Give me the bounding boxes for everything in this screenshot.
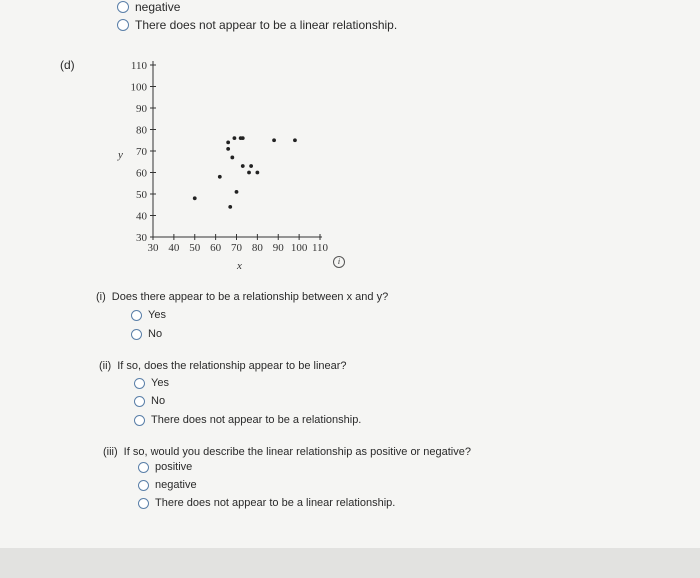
x-tick-label: 40 [168, 242, 180, 254]
x-tick-label: 100 [290, 242, 308, 254]
y-tick-label: 90 [136, 103, 147, 115]
y-tick-label: 50 [136, 189, 147, 201]
info-icon[interactable]: i [333, 256, 345, 268]
y-axis-label: y [118, 149, 123, 161]
q2-option-no-relationship[interactable] [134, 414, 361, 426]
q2-option-no[interactable] [134, 395, 165, 407]
y-tick-label: 30 [136, 232, 147, 244]
data-point [247, 171, 251, 175]
x-tick-label: 30 [147, 242, 159, 254]
option-label: Yes [148, 309, 166, 321]
question-iii [103, 446, 471, 458]
question-number: (iii) [103, 446, 118, 458]
x-tick-label: 80 [251, 242, 263, 254]
radio-button[interactable] [134, 396, 145, 407]
y-tick-label: 40 [136, 210, 147, 223]
radio-button[interactable] [138, 498, 149, 509]
question-text: Does there appear to be a relationship between x and y? [111, 291, 389, 303]
question-i [96, 291, 388, 303]
option-label: negative [135, 0, 181, 14]
radio-button[interactable] [131, 329, 142, 340]
plot-points [193, 136, 297, 209]
question-text: If so, does the relationship appear to be linear? [117, 360, 347, 372]
data-point [272, 138, 276, 142]
x-tick-label: 90 [272, 242, 284, 254]
data-point [293, 138, 297, 142]
q3-option-negative[interactable] [138, 479, 197, 491]
x-tick-label: 110 [311, 242, 329, 254]
data-point [241, 136, 245, 140]
data-point [249, 164, 253, 168]
question-number: (i) [96, 291, 106, 303]
radio-button[interactable] [138, 480, 149, 491]
data-point [218, 175, 222, 179]
y-tick-label: 60 [136, 167, 147, 180]
part-label: (d) [60, 58, 75, 72]
plot-axes [131, 60, 329, 254]
q3-option-positive[interactable] [138, 461, 192, 473]
data-point [226, 147, 230, 151]
data-point [226, 141, 230, 145]
background-strip [0, 548, 700, 578]
y-tick-label: 70 [136, 146, 147, 158]
radio-button[interactable] [134, 378, 145, 389]
data-point [228, 205, 232, 209]
scatter-plot [0, 0, 700, 280]
option-label: positive [155, 461, 193, 473]
option-label: Yes [151, 377, 169, 389]
data-point [235, 190, 239, 194]
x-tick-label: 60 [210, 242, 222, 254]
q1-option-yes[interactable] [131, 309, 166, 321]
radio-button[interactable] [131, 310, 142, 321]
radio-button[interactable] [134, 415, 145, 426]
data-point [230, 156, 234, 160]
option-label: No [151, 395, 166, 407]
y-tick-label: 80 [136, 124, 147, 137]
x-tick-label: 70 [231, 242, 242, 254]
option-label: There does not appear to be a linear relationship. [155, 497, 396, 509]
question-text: If so, would you describe the linear relationship as positive or negative? [123, 446, 471, 458]
radio-button[interactable] [138, 462, 149, 473]
x-tick-label: 50 [189, 242, 201, 254]
x-axis-label: x [237, 260, 242, 272]
q1-option-no[interactable] [131, 328, 162, 340]
question-ii [99, 360, 347, 372]
data-point [193, 196, 197, 200]
data-point [233, 136, 237, 140]
option-label: There does not appear to be a linear relationship. [135, 18, 398, 32]
data-point [255, 171, 259, 175]
question-number: (ii) [99, 360, 112, 372]
y-tick-label: 110 [130, 60, 147, 72]
y-tick-label: 100 [130, 81, 147, 94]
option-label: No [148, 328, 163, 340]
data-point [241, 164, 245, 168]
option-label: There does not appear to be a relationship. [151, 414, 362, 426]
option-label: negative [155, 479, 197, 491]
q2-option-yes[interactable] [134, 377, 169, 389]
q3-option-no-linear[interactable] [138, 497, 395, 509]
